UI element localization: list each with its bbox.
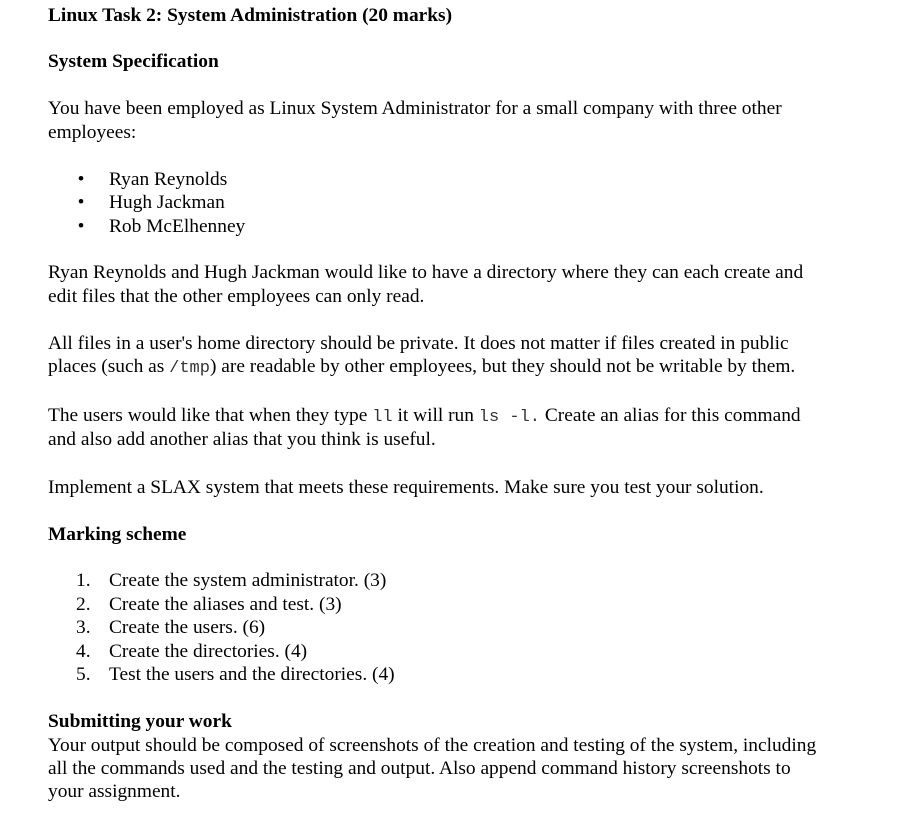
- code-path: /tmp: [169, 359, 210, 378]
- paragraph-4-line-1: [48, 404, 801, 430]
- paragraph-5: Implement a SLAX system that meets these requirements. Make sure you test your solution.: [48, 477, 764, 498]
- employee-name: Hugh Jackman: [109, 192, 225, 213]
- item-text: Create the system administrator. (3): [109, 570, 387, 591]
- paragraph-2-line-2: edit files that the other employees can only read.: [48, 286, 425, 307]
- bullet-icon: •: [77, 216, 85, 237]
- paragraph-3-line-1: All files in a user's home directory should be private. It does not matter if files created in public: [48, 333, 789, 354]
- item-text: Create the users. (6): [109, 617, 266, 638]
- spec-heading: System Specification: [48, 51, 219, 72]
- code-command: ls -l.: [478, 408, 540, 427]
- text-segment: ) are readable by other employees, but they should not be writable by them.: [209, 356, 796, 377]
- bullet-icon: •: [77, 169, 85, 190]
- bullet-icon: •: [77, 192, 85, 213]
- item-number: 4.: [76, 641, 91, 662]
- item-number: 1.: [76, 570, 91, 591]
- item-number: 5.: [76, 664, 91, 685]
- code-alias: ll: [372, 408, 393, 427]
- intro-line-2: employees:: [48, 122, 137, 143]
- paragraph-3-line-2: [48, 355, 795, 381]
- submitting-line-3: your assignment.: [48, 781, 181, 802]
- paragraph-4-line-2: and also add another alias that you think is useful.: [48, 429, 436, 450]
- submitting-line-1: Your output should be composed of screenshots of the creation and testing of the system, including: [48, 735, 817, 756]
- text-segment: The users would like that when they type: [48, 405, 373, 426]
- submitting-heading: Submitting your work: [48, 711, 232, 732]
- submitting-line-2: all the commands used and the testing and output. Also append command history screenshots to: [48, 758, 791, 779]
- marking-heading: Marking scheme: [48, 524, 187, 545]
- item-text: Create the directories. (4): [109, 641, 308, 662]
- text-segment: places (such as: [48, 356, 170, 377]
- item-text: Create the aliases and test. (3): [109, 594, 342, 615]
- employee-name: Ryan Reynolds: [109, 169, 228, 190]
- paragraph-2-line-1: Ryan Reynolds and Hugh Jackman would like to have a directory where they can each create and: [48, 262, 804, 283]
- employee-name: Rob McElhenney: [109, 216, 246, 237]
- item-text: Test the users and the directories. (4): [109, 664, 395, 685]
- item-number: 3.: [76, 617, 91, 638]
- text-segment: it will run: [392, 405, 479, 426]
- intro-line-1: You have been employed as Linux System Administrator for a small company with three other: [48, 98, 782, 119]
- item-number: 2.: [76, 594, 91, 615]
- text-segment: Create an alias for this command: [540, 405, 801, 426]
- document-title: Linux Task 2: System Administration (20 marks): [48, 5, 453, 26]
